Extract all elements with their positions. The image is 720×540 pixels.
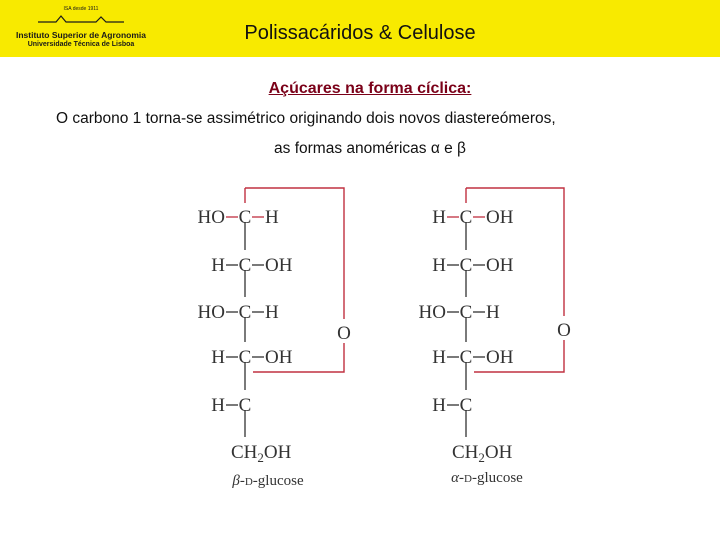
alpha-glucose-label: α-D-glucose (451, 470, 523, 486)
beta-glucose-label: β-D-glucose (232, 473, 304, 489)
beta-glucose-structure (198, 188, 351, 489)
page-title: Polissacáridos & Celulose (244, 22, 476, 44)
alpha-carbon-2: C (459, 255, 473, 276)
alpha-ring-bond (466, 188, 564, 372)
logo-topline: ISA desde 1911 (63, 6, 99, 12)
alpha-row-1-right-group: OH (486, 207, 514, 228)
beta-carbon-2: C (238, 255, 252, 276)
beta-row-3-left-group: HO (197, 302, 225, 323)
alpha-row-1-left-group: H (432, 207, 446, 228)
beta-ch2oh-group: $CH_2OH$ (231, 442, 292, 465)
logo-institute-name: Instituto Superior de Agronomia (15, 30, 147, 40)
beta-carbon-4: C (238, 347, 252, 368)
alpha-carbon-4: C (459, 347, 473, 368)
alpha-row-3-left-group: HO (418, 302, 446, 323)
beta-row-1-left-group: HO (197, 207, 225, 228)
beta-row-2-right-group: OH (265, 255, 293, 276)
alpha-glucose-structure (419, 188, 571, 486)
alpha-ring-oxygen: O (557, 320, 571, 341)
description-line-1: O carbono 1 torna-se assimétrico originando dois novos diastereómeros, (56, 110, 556, 127)
alpha-ch2oh-group: $CH_2OH$ (452, 442, 513, 465)
beta-row-4-right-group: OH (265, 347, 293, 368)
alpha-row-2-left-group: H (432, 255, 446, 276)
beta-row-4-left-group: H (211, 347, 225, 368)
beta-row-1-right-group: H (265, 207, 279, 228)
beta-row-2-left-group: H (211, 255, 225, 276)
beta-ring-oxygen: O (337, 323, 351, 344)
alpha-carbon-1: C (459, 207, 473, 228)
alpha-row-4-right-group: OH (486, 347, 514, 368)
beta-row-5-left-group: H (211, 395, 225, 416)
beta-carbon-5: C (238, 395, 252, 416)
beta-row-3-right-group: H (265, 302, 279, 323)
alpha-carbon-5: C (459, 395, 473, 416)
alpha-row-5-left-group: H (432, 395, 446, 416)
alpha-carbon-3: C (459, 302, 473, 323)
description-line-2: as formas anoméricas α e β (274, 140, 466, 157)
beta-carbon-1: C (238, 207, 252, 228)
alpha-row-3-right-group: H (486, 302, 500, 323)
beta-ring-bond (245, 188, 344, 372)
section-subtitle: Açúcares na forma cíclica: (268, 80, 472, 97)
alpha-row-2-right-group: OH (486, 255, 514, 276)
beta-carbon-3: C (238, 302, 252, 323)
alpha-row-4-left-group: H (432, 347, 446, 368)
logo-university-name: Universidade Técnica de Lisboa (27, 41, 135, 48)
